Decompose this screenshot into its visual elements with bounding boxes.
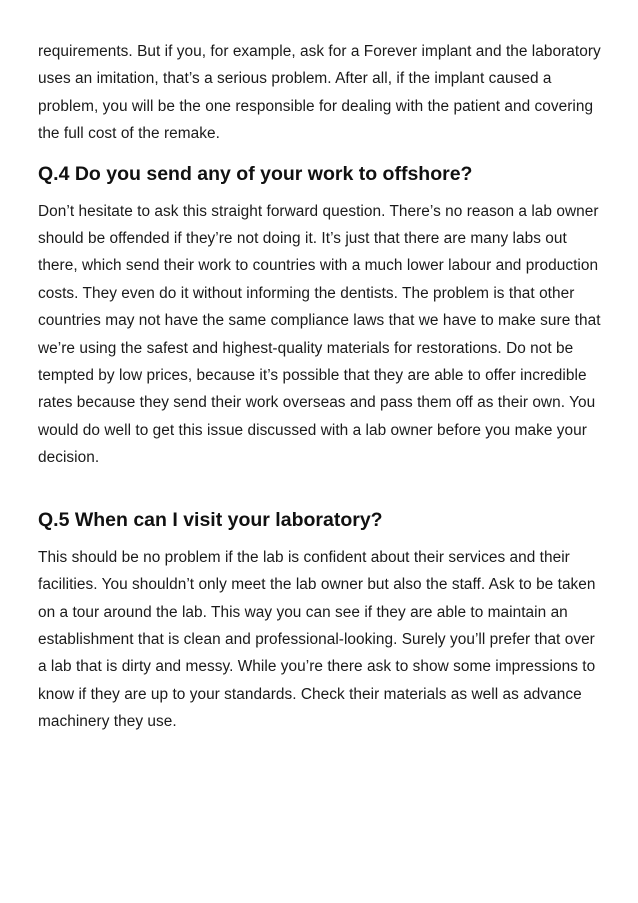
section-paragraph-q4: Don’t hesitate to ask this straight forward question. There’s no reason a lab owner should be offended if they’re not doing it. It’s just that there are many labs out there, which send their work to countries with a much lower labour and production costs. They even do it without informing the dentists. The problem is that other countries may not have the same compliance laws that we have to make sure that we’re using the safest and highest-quality materials for restorations. Do not be tempted by low prices, because it’s possible that they are able to offer incredible rates because they send their work overseas and pass them off as their own. You would do well to get this issue discussed with a lab owner before you make your decision. bbox=[38, 202, 601, 467]
intro-paragraph: requirements. But if you, for example, ask for a Forever implant and the laboratory uses an imitation, that’s a serious problem. After all, if the implant caused a problem, you will be the one responsible for dealing with the patient and covering the full cost of the remake. bbox=[38, 43, 601, 143]
section-paragraph-q5: This should be no problem if the lab is confident about their services and their facilities. You shouldn’t only meet the lab owner but also the staff. Ask to be taken on a tour around the lab. This way you can see if they are able to maintain an establishment that is clean and professional-looking. Surely you’ll prefer that over a lab that is dirty and messy. While you’re there ask to show some impressions to know if they are up to your standards. Check their materials as well as advance machinery they use. bbox=[38, 548, 596, 731]
section-heading-q5: Q.5 When can I visit your laboratory? bbox=[38, 508, 383, 531]
section-heading-q4: Q.4 Do you send any of your work to offshore? bbox=[38, 162, 473, 185]
